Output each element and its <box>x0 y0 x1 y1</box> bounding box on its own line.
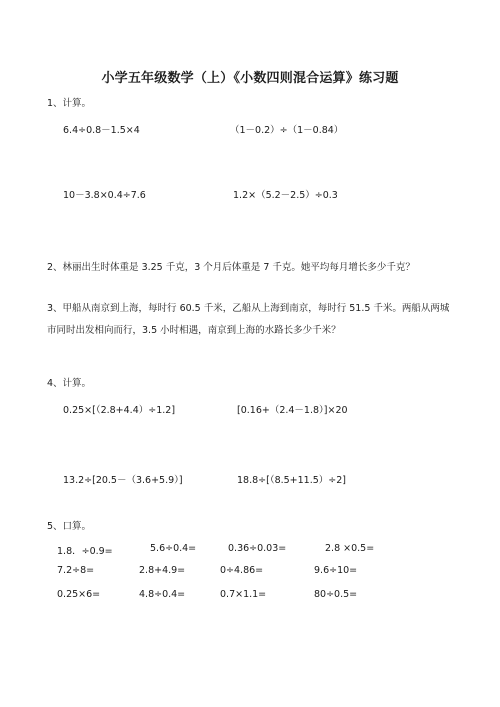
mental-math-item: 80÷0.5= <box>314 589 358 600</box>
page-title: 小学五年级数学（上）《小数四则混合运算》练习题 <box>101 71 399 86</box>
mental-math-item: 9.6÷10= <box>314 565 358 576</box>
mental-math-item: 2.8 ×0.5= <box>325 543 375 554</box>
section-1-problem-1: 6.4÷0.8－1.5×4 <box>63 125 140 136</box>
section-4-problem-1: 0.25×[（2.8+4.4）÷1.2] <box>63 405 176 416</box>
section-4-problem-2: [0.16+（2.4－1.8）]×20 <box>237 405 348 416</box>
mental-math-item: 5.6÷0.4= <box>150 543 197 554</box>
mental-math-item: 0.7×1.1= <box>220 589 267 600</box>
mental-math-item: 2.8+4.9= <box>139 565 186 576</box>
section-2-question: 2、林丽出生时体重是 3.25 千克，3 个月后体重是 7 千克。她平均每月增长多少千克？ <box>47 262 415 273</box>
section-1-problem-4: 1.2×（5.2－2.5）÷0.3 <box>233 190 338 201</box>
mental-math-item: 4.8÷0.4= <box>139 589 186 600</box>
section-1-problem-3: 10－3.8×0.4÷7.6 <box>63 190 146 201</box>
section-4-heading: 4、计算。 <box>47 378 92 389</box>
mental-math-item: 0.36÷0.03= <box>228 543 287 554</box>
section-1-heading: 1、计算。 <box>47 98 92 109</box>
section-4-problem-4: 18.8÷[（8.5+11.5）÷2] <box>237 475 346 486</box>
mental-math-item: 1.8．÷0.9= <box>57 546 113 557</box>
mental-math-item: 0.25×6= <box>57 589 101 600</box>
section-4-problem-3: 13.2÷[20.5－（3.6+5.9）] <box>63 475 183 486</box>
mental-math-item: 7.2÷8= <box>57 565 95 576</box>
section-1-problem-2: （1－0.2）÷（1－0.84） <box>230 125 344 136</box>
section-3-question: 3、甲船从南京到上海，每时行 60.5 千米，乙船从上海到南京，每时行 51.5 千米。两船从两城市同时出发相向而行，3.5 小时相遇，南京到上海的水路长多少千米？ <box>47 303 450 336</box>
mental-math-item: 0÷4.86= <box>220 565 264 576</box>
section-5-heading: 5、口算。 <box>47 521 92 532</box>
